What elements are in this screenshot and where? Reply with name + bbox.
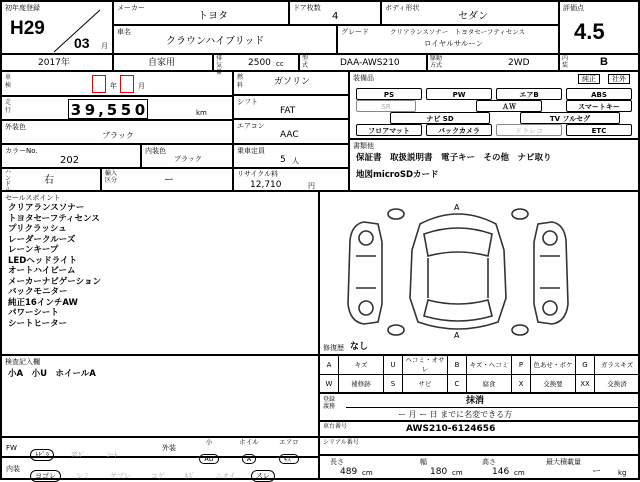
maker-cell <box>113 1 289 25</box>
mileage-digits <box>68 99 148 119</box>
equipment-item: PS <box>356 88 422 100</box>
equipment-item: ドラレコ <box>496 124 562 136</box>
maker-label: メーカー <box>117 4 145 12</box>
legend-text: 交換済 <box>595 375 640 393</box>
doors-label: ドア枚数 <box>293 4 321 12</box>
recycle-unit: 円 <box>308 182 315 190</box>
grade-note: クリアランスソナー トヨタセーフティセンス <box>390 28 526 36</box>
equipment-label: 装備品 <box>353 74 374 82</box>
exterior-item-top: エアロ <box>279 438 299 446</box>
width-label: 幅 <box>420 458 427 466</box>
sales-point-item: レーンキープ <box>8 245 59 255</box>
recycle-cell <box>233 168 349 191</box>
doors-value: 4 <box>332 11 339 22</box>
registration-deadline: ー 月 ー 日 までに名変できる方 <box>398 410 513 419</box>
inspection-month-box <box>120 75 134 93</box>
shift-value: FAT <box>280 106 296 116</box>
height-value: 146 <box>492 467 510 477</box>
mileage-unit: km <box>196 109 207 117</box>
drive-value: 2WD <box>508 58 530 68</box>
interior-row-label: 内装 <box>6 465 20 473</box>
registration-cell <box>319 393 639 421</box>
grade-label: グレード <box>341 28 369 36</box>
color-no-label: カラーNo. <box>5 147 38 155</box>
interior-item: コゲ <box>150 472 165 480</box>
drive-label: 駆動方式 <box>430 55 443 69</box>
shift-label: シフト <box>237 98 258 106</box>
interior-row <box>1 457 319 479</box>
color-no-cell <box>1 144 141 168</box>
model-cell <box>113 25 337 54</box>
interior-item: シミ <box>76 472 90 480</box>
inspection-year-unit: 年 <box>110 82 117 90</box>
equipment-item: エアB <box>496 88 562 100</box>
legend-code: S <box>384 375 403 393</box>
length-value: 489 <box>340 467 358 477</box>
chassis-value: AWS210-6124656 <box>406 424 496 434</box>
mileage-digit: 5 <box>120 101 132 119</box>
usage-value: 自家用 <box>148 58 176 68</box>
handle-cell <box>1 168 101 194</box>
equipment-item: スマートキー <box>566 100 632 112</box>
equipment-item: ナビ SD <box>390 112 490 124</box>
displacement-label: 排気量 <box>216 55 223 76</box>
sales-point-item: クリアランスソナー <box>8 203 85 213</box>
equipment-item: TV フルセグ <box>520 112 620 124</box>
maker-value: トヨタ <box>198 11 228 22</box>
fuel-label: 燃料 <box>237 74 244 89</box>
legend-text: ヘコミ・オサレ <box>403 356 448 375</box>
sales-points-cell <box>1 191 319 355</box>
interior-item: ニオイ <box>215 472 236 480</box>
type-cell <box>299 54 427 71</box>
interior-items <box>30 463 285 482</box>
usage-cell <box>113 54 213 71</box>
sales-point-item: トヨタセーフティセンス <box>8 213 100 224</box>
import-value: ー <box>164 175 174 186</box>
equipment-cell <box>349 71 639 139</box>
displacement-value: 2500 <box>248 58 271 68</box>
recycle-label: リサイクル料 <box>237 170 279 178</box>
inspection-year-box <box>92 75 106 93</box>
legend-text: キズ <box>339 356 384 375</box>
interior-grade-label: 内装 <box>562 55 569 69</box>
damage-mark-rear: A <box>454 331 460 340</box>
inspection-notes-cell <box>1 355 319 437</box>
documents-cell <box>349 139 639 191</box>
dimensions-row <box>319 455 639 479</box>
registration-label: 登録義務 <box>323 396 336 410</box>
fw-label: FW <box>6 444 17 452</box>
mileage-digit: 3 <box>70 101 82 119</box>
legend-code: C <box>448 375 467 393</box>
aftermarket-tag: 社外 <box>608 74 630 84</box>
grade-cell <box>337 25 559 54</box>
exterior-item-bottom: ｷｽﾞ <box>279 454 299 464</box>
type-value: DAA-AWS210 <box>340 58 400 68</box>
fuel-cell <box>233 71 349 95</box>
exterior-color-label: 外装色 <box>5 123 26 131</box>
legend-cell <box>319 355 639 393</box>
type-label: 型式 <box>302 55 309 69</box>
legend-code: G <box>576 356 595 375</box>
color-no-value: 202 <box>60 155 80 166</box>
width-unit: cm <box>452 469 463 477</box>
equipment-item: SR <box>356 100 416 112</box>
max-load-unit: kg <box>618 469 627 477</box>
interior-color-label: 内装色 <box>145 147 166 155</box>
first-reg-month: 03 <box>74 35 90 51</box>
sales-point-item: オートハイビーム <box>8 266 76 276</box>
sales-point-item: パワーシート <box>8 308 59 318</box>
legend-code: XX <box>576 375 595 393</box>
fuel-value: ガソリン <box>274 77 311 87</box>
legend-code: X <box>512 375 531 393</box>
aircon-cell <box>233 119 349 144</box>
recycle-value: 12,710 <box>250 180 282 190</box>
legend-code: P <box>512 356 531 375</box>
sales-point-item: シートヒーター <box>8 318 68 329</box>
interior-grade-cell <box>559 54 639 71</box>
max-load-value: ー <box>592 467 602 477</box>
exterior-item-bottom: A <box>242 454 256 464</box>
first-registration-cell <box>1 1 113 54</box>
month-unit: 月 <box>101 42 108 50</box>
inspection-cell <box>1 71 233 96</box>
interior-item: スレ <box>251 470 275 482</box>
model-label: 車名 <box>117 28 131 36</box>
interior-color-value: ブラック <box>174 155 202 163</box>
legend-text: ガラスキズ <box>595 356 640 375</box>
length-label: 長さ <box>330 458 344 466</box>
legend-code: B <box>448 356 467 375</box>
height-unit: cm <box>514 469 525 477</box>
documents-label: 書類他 <box>353 142 374 150</box>
first-reg-era: H29 <box>10 18 45 39</box>
fw-item: ｼｰﾄ <box>107 451 118 459</box>
mileage-separator: , <box>98 101 104 119</box>
damage-mark-front: A <box>454 203 460 212</box>
chassis-cell <box>319 421 639 437</box>
doors-cell <box>289 1 381 25</box>
fw-item: ﾄﾋﾞﾗ <box>30 449 54 461</box>
equipment-item: PW <box>426 88 492 100</box>
shift-cell <box>233 95 349 119</box>
year-cell <box>1 54 113 71</box>
legend-text: 補修跡 <box>339 375 384 393</box>
body-style-cell <box>381 1 559 25</box>
interior-item: ヨゴレ <box>30 470 61 482</box>
inspection-notes-label: 検査記入欄 <box>5 358 40 366</box>
legend-text: キズ・ヘコミ <box>467 356 512 375</box>
chassis-label: 車台番号 <box>323 423 348 430</box>
legend-code: W <box>320 375 339 393</box>
registration-divider <box>346 407 638 408</box>
exterior-row-label: 外装 <box>162 444 176 452</box>
interior-color-cell <box>141 144 233 168</box>
inspection-label: 車検 <box>5 74 12 89</box>
score-value: 4.5 <box>574 19 605 44</box>
serial-cell <box>319 437 639 455</box>
max-load-label: 最大積載量 <box>546 458 581 466</box>
documents-line1: 保証書 取扱説明書 電子キー その他 ナビ取り <box>356 153 552 163</box>
import-label: 輸入区分 <box>105 170 118 184</box>
mileage-digit: 0 <box>134 101 146 119</box>
equipment-item: ABS <box>566 88 632 100</box>
displacement-cell <box>213 54 299 76</box>
year-value: 2017年 <box>38 58 70 68</box>
exterior-color-value: ブラック <box>102 131 134 140</box>
width-value: 180 <box>430 467 448 477</box>
body-style-label: ボディ形状 <box>385 4 420 12</box>
equipment-item: フロアマット <box>356 124 422 136</box>
exterior-item-bottom: AU <box>199 454 218 464</box>
car-diagram <box>320 196 638 342</box>
model-value: クラウンハイブリッド <box>166 36 265 47</box>
sales-point-item: レーダークルーズ <box>8 234 76 245</box>
score-cell <box>559 1 639 54</box>
serial-label: シリアル番号 <box>323 439 359 446</box>
sales-point-item: バックモニター <box>8 287 68 297</box>
mileage-cell <box>1 96 233 120</box>
inspection-notes-text: 小A 小U ホイールA <box>8 369 96 379</box>
mileage-digit: 9 <box>84 101 96 119</box>
length-unit: cm <box>362 469 373 477</box>
sales-point-item: 純正16インチAW <box>8 297 78 308</box>
damage-diagram-cell <box>319 191 639 355</box>
legend-code: U <box>384 356 403 375</box>
legend-text: サビ <box>403 375 448 393</box>
sales-point-item: LEDヘッドライト <box>8 255 78 266</box>
handle-label: ハンドル <box>5 169 12 194</box>
equipment-item: ETC <box>566 124 632 136</box>
grade-value: ロイヤルサルーン <box>424 39 484 48</box>
genuine-tag: 純正 <box>578 74 600 84</box>
drive-cell <box>427 54 559 71</box>
first-reg-label: 初年度登録 <box>5 4 40 12</box>
interior-item: ｷｽﾞ <box>184 472 196 480</box>
capacity-label: 乗車定員 <box>237 147 265 155</box>
fw-item: 窓ｶﾞ <box>71 451 85 459</box>
inspection-month-unit: 月 <box>138 82 145 90</box>
equipment-item: バックカメラ <box>426 124 492 136</box>
body-style-value: セダン <box>458 11 489 22</box>
exterior-color-cell <box>1 120 233 144</box>
aircon-label: エアコン <box>237 122 265 130</box>
capacity-value: 5 <box>280 155 286 165</box>
legend-text: 交換要 <box>531 375 576 393</box>
repair-label: 修復歴 <box>323 344 344 352</box>
interior-grade-value: B <box>600 56 608 68</box>
capacity-unit: 人 <box>292 157 299 165</box>
mileage-digit: 5 <box>106 101 118 119</box>
score-label: 評価点 <box>563 4 584 12</box>
sales-point-item: メーカーナビゲーション <box>8 276 101 287</box>
legend-text: 色あせ・ボケ <box>531 356 576 375</box>
sales-points-label: セールスポイント <box>5 194 61 202</box>
registration-status: 抹消 <box>466 396 485 406</box>
capacity-cell <box>233 144 349 168</box>
sales-point-item: プリクラッシュ <box>8 224 67 234</box>
exterior-item-top: 小 <box>205 438 213 446</box>
fw-row <box>1 437 319 463</box>
legend-code: A <box>320 356 339 375</box>
handle-value: 右 <box>44 175 54 186</box>
displacement-unit: cc <box>276 60 284 68</box>
repair-value: なし <box>350 342 369 352</box>
aircon-value: AAC <box>280 130 299 140</box>
legend-text: 腐食 <box>467 375 512 393</box>
sales-points-list <box>8 203 101 329</box>
mileage-label: 走行 <box>5 99 12 114</box>
equipment-item: ＡＷ <box>476 100 542 112</box>
import-cell <box>101 168 233 191</box>
documents-line2: 地図microSDカード <box>356 170 439 180</box>
height-label: 高さ <box>482 458 496 466</box>
exterior-item-top: ホイル <box>239 438 259 446</box>
interior-item: ヤブレ <box>110 472 131 480</box>
